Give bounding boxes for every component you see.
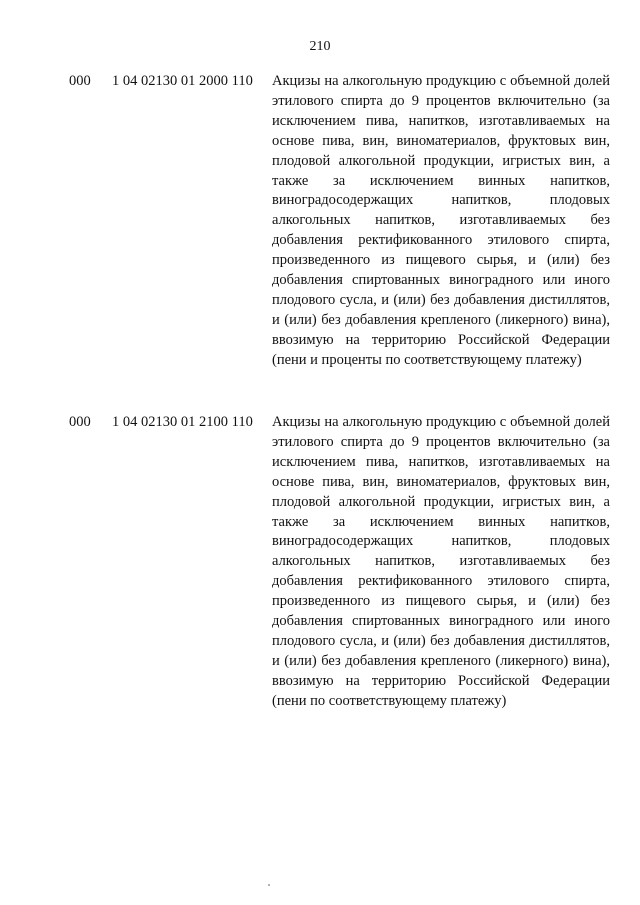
- budget-classification-code: 1 04 02130 01 2000 110: [112, 73, 253, 89]
- income-description: Акцизы на алкогольную продукцию с объемной долей этилового спирта до 9 процентов включительно (за исключением пива, напитков, изготавливаемых на основе пива, вин, виноматериалов, фруктовых вин, плодовой алкогольной продукции, игристых вин, а также за исключением винных напитков, виноградосодержащих напитков, плодовых алкогольных напитков, изготавливаемых без добавления ректификованного этилового спирта, произведенного из пищевого сырья, и (или) без добавления спиртованных виноградного или иного плодового сусла, и (или) без добавления дистиллятов, и (или) без добавления крепленого (ликерного) вина), ввозимую на территорию Российской Федерации (пени по соответствующему платежу): [272, 414, 610, 709]
- income-description: Акцизы на алкогольную продукцию с объемной долей этилового спирта до 9 процентов включительно (за исключением пива, напитков, изготавливаемых на основе пива, вин, виноматериалов, фруктовых вин, плодовой алкогольной продукции, игристых вин, а также за исключением винных напитков, виноградосодержащих напитков, плодовых алкогольных напитков, изготавливаемых без добавления ректификованного этилового спирта, произведенного из пищевого сырья, и (или) без добавления спиртованных виноградного или иного плодового сусла, и (или) без добавления дистиллятов, и (или) без добавления крепленого (ликерного) вина), ввозимую на территорию Российской Федерации (пени и проценты по соответствующему платежу): [272, 73, 610, 368]
- administrator-code: 000: [69, 414, 91, 430]
- administrator-code: 000: [69, 73, 91, 89]
- scan-speck: [268, 884, 270, 886]
- budget-classification-code: 1 04 02130 01 2100 110: [112, 414, 253, 430]
- page-number: 210: [309, 39, 331, 54]
